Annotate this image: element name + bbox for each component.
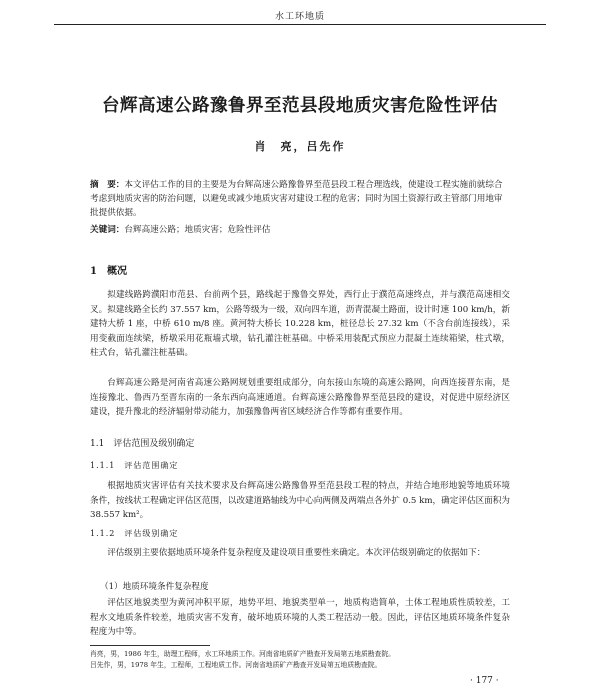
paragraph-scope: 根据地质灾害评估有关技术要求及台辉高速公路豫鲁界至范县段工程的特点，并结合地形地貌等地质环境条件，按线状工程确定评估区范围，以改建道路轴线为中心向两侧及两端点各外扩 0.5 km，确定评估区面积为 38.557 km²。: [90, 481, 510, 520]
footnote-rule: [90, 645, 210, 646]
abstract-label: 摘 要：: [90, 180, 125, 190]
section-heading-1-1-2: 1.1.2 评估级别确定: [90, 529, 179, 538]
authors: 肖 亮，吕先作: [254, 140, 346, 153]
keywords: [90, 223, 510, 235]
abstract-text: 本文评估工作的目的主要是为台辉高速公路豫鲁界至范县段工程合理选线，使建设工程实施前就综合考虑到地质灾害的防治问题，以避免或减少地质灾害对建设工程的危害；同时为国土资源行政主管部门用地审批提供依据。: [90, 180, 503, 218]
paper-title: 台辉高速公路豫鲁界至范县段地质灾害危险性评估: [102, 96, 498, 116]
paragraph-level: 评估级别主要依据地质环境条件复杂程度及建设项目重要性来确定。本次评估级别确定的依据如下：: [107, 548, 486, 558]
list-item-complexity: （1）地质环境条件复杂程度: [100, 582, 209, 592]
header-rule: [54, 24, 546, 25]
journal-header: 水工环地质: [274, 12, 325, 22]
page-number: · 177 ·: [470, 676, 499, 686]
keywords-label: 关键词：: [90, 225, 125, 235]
section-heading-1-1-1: 1.1.1 评估范围确定: [90, 461, 179, 470]
footnote-2: 吕先作，男，1978 年生，工程师，工程地质工作。河南省地质矿产勘查开发局第五地质勘查院。: [90, 661, 382, 669]
paragraph-significance: 台辉高速公路是河南省高速公路网规划重要组成部分，向东接山东境的高速公路网，向西连接晋东南，是连接豫北、鲁西乃至晋东南的一条东西向高速通道。台辉高速公路豫鲁界至范县段的建设，对促进中原经济区建设，提升豫北的经济辐射带动能力，加强豫鲁两省区域经济合作等都有重要作用。: [90, 378, 510, 417]
paragraph-complexity: 评估区地貌类型为黄河冲积平原，地势平坦、地貌类型单一，地质构造简单，土体工程地质性质较差，工程水文地质条件较差，地质灾害不发育，破坏地质环境的人类工程活动一般。因此，评估区地质环境条件复杂程度为中等。: [90, 598, 510, 637]
footnote-1: 肖亮，男，1986 年生，助理工程师，水工环地质工作。河南省地质矿产勘查开发局第五地质勘查院。: [90, 650, 395, 658]
paragraph-route: 拟建线路跨濮阳市范县、台前两个县，路线起于豫鲁交界处，西行止于濮范高速终点，并与濮范高速相交叉。拟建线路全长约 37.557 km，公路等级为一级，双向四车道，沥青混凝土路面，设计时速 100 km/h，新建特大桥 1 座，中桥 610 m/8 座。黄河特大桥长 10.228 km，桩径总长 27.32 km（不含台前连接线），采用变截面连续梁，桥墩采用花瓶墙式墩，钻孔灌注桩基础。中桥采用装配式预应力混凝土连续箱梁，柱式墩，柱式台，钻孔灌注桩基础。: [90, 290, 510, 358]
abstract: [90, 178, 510, 220]
section-heading-1: 1 概况: [90, 266, 127, 277]
section-heading-1-1: 1.1 评估范围及级别确定: [90, 439, 195, 449]
keywords-text: 台辉高速公路；地质灾害；危险性评估: [124, 225, 271, 235]
